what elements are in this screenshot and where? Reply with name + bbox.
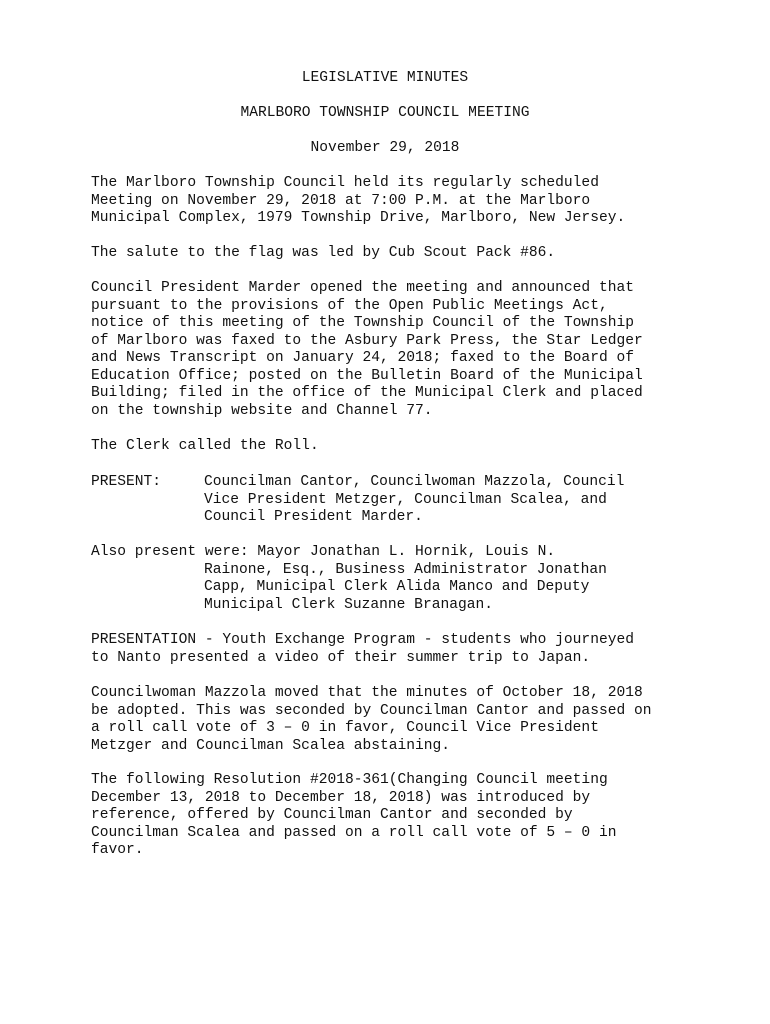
text-line: PRESENTATION - Youth Exchange Program - students who journeyed: [91, 632, 634, 648]
text-line: pursuant to the provisions of the Open Public Meetings Act,: [91, 297, 608, 314]
document-title: LEGISLATIVE MINUTES: [301, 70, 469, 86]
meeting-date: November 29, 2018: [310, 140, 460, 156]
text-line: on the township website and Channel 77.: [91, 402, 433, 419]
text-line: Metzger and Councilman Scalea abstaining.: [91, 737, 451, 754]
text-line: Councilman Scalea and passed on a roll call vote of 5 – 0 in: [91, 824, 617, 841]
present-label: PRESENT:: [91, 474, 162, 490]
text-line: favor.: [91, 842, 144, 858]
text-line: The following Resolution #2018-361(Changing Council meeting: [91, 772, 608, 788]
roll-call-paragraph: [91, 438, 731, 456]
text-line: notice of this meeting of the Township Council of the Township: [91, 315, 634, 331]
also-present-section: [91, 544, 731, 614]
text-line: Capp, Municipal Clerk Alida Manco and Deputy: [204, 579, 590, 595]
text-line: Councilman Cantor, Councilwoman Mazzola, Council: [204, 474, 625, 490]
text-line: to Nanto presented a video of their summer trip to Japan.: [91, 649, 591, 666]
text-line: a roll call vote of 3 – 0 in favor, Council Vice President: [91, 720, 599, 736]
text-line: Vice President Metzger, Councilman Scalea, and: [204, 491, 607, 508]
text-line: The Clerk called the Roll.: [91, 438, 319, 454]
opening-paragraph: [91, 175, 731, 228]
resolution-paragraph: [91, 772, 731, 860]
text-line: Meeting on November 29, 2018 at 7:00 P.M. at the Marlboro: [91, 192, 591, 209]
salute-paragraph: [91, 245, 731, 263]
text-line: Council President Marder opened the meeting and announced that: [91, 280, 634, 296]
text-line: Also present were: Mayor Jonathan L. Hornik, Louis N.: [91, 544, 556, 560]
text-line: The salute to the flag was led by Cub Scout Pack #86.: [91, 245, 556, 261]
text-line: of Marlboro was faxed to the Asbury Park Press, the Star Ledger: [91, 332, 643, 349]
text-line: December 13, 2018 to December 18, 2018) was introduced by: [91, 789, 591, 806]
text-line: Municipal Complex, 1979 Township Drive, Marlboro, New Jersey.: [91, 210, 626, 226]
text-line: Council President Marder.: [204, 509, 423, 525]
text-line: Building; filed in the office of the Municipal Clerk and placed: [91, 385, 643, 401]
text-line: Education Office; posted on the Bulletin Board of the Municipal: [91, 367, 643, 384]
notice-paragraph: [91, 280, 731, 420]
text-line: Rainone, Esq., Business Administrator Jonathan: [204, 561, 607, 578]
meeting-title: MARLBORO TOWNSHIP COUNCIL MEETING: [240, 105, 530, 121]
text-line: reference, offered by Councilman Cantor and seconded by: [91, 807, 573, 823]
text-line: be adopted. This was seconded by Councilman Cantor and passed on: [91, 702, 652, 719]
minutes-approval-paragraph: [91, 685, 731, 755]
text-line: The Marlboro Township Council held its regularly scheduled: [91, 175, 599, 191]
text-line: Councilwoman Mazzola moved that the minutes of October 18, 2018: [91, 685, 643, 701]
text-line: and News Transcript on January 24, 2018; faxed to the Board of: [91, 350, 634, 366]
text-line: Municipal Clerk Suzanne Branagan.: [204, 596, 494, 613]
presentation-paragraph: [91, 632, 731, 667]
present-list: [204, 474, 624, 527]
